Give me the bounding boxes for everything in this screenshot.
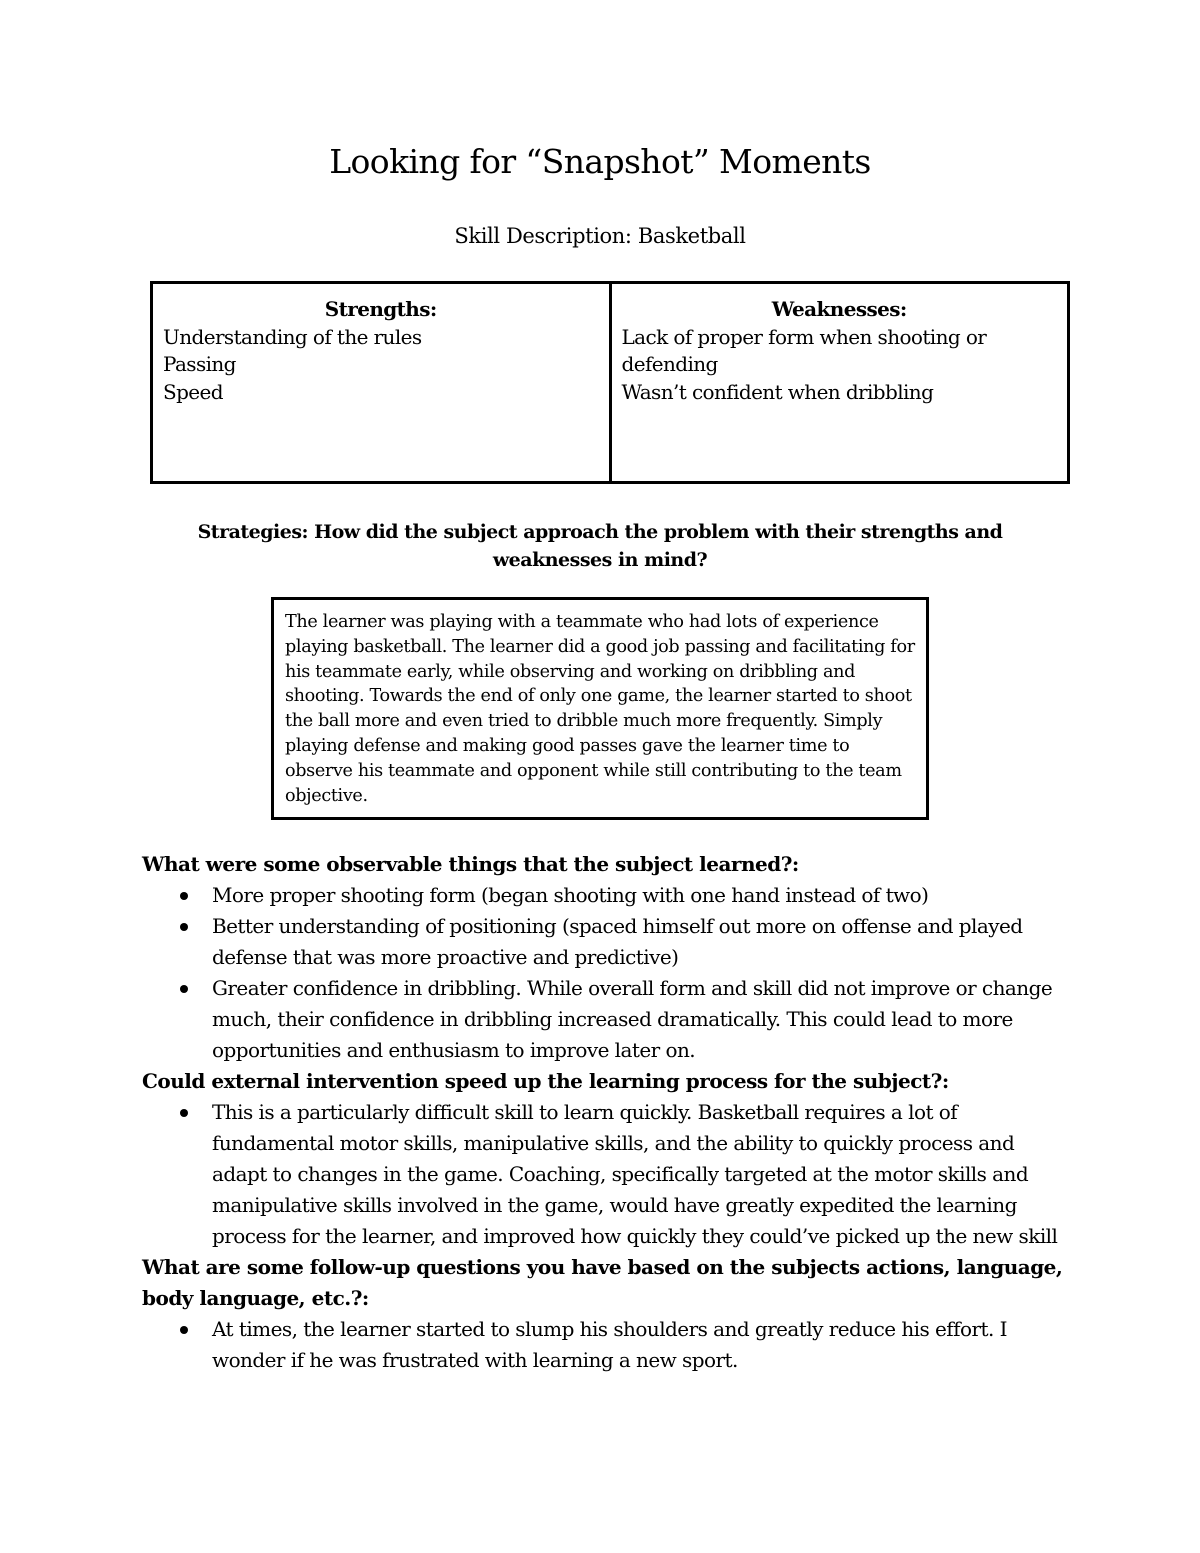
strength-item: Speed (163, 379, 223, 404)
observable-list (142, 880, 1067, 1066)
bullet-icon (180, 1326, 188, 1334)
bullet-icon (180, 892, 188, 900)
strength-item: Understanding of the rules (163, 324, 422, 349)
strengths-heading: Strengths: (324, 297, 437, 321)
list-item: More proper shooting form (began shooting with one hand instead of two) (142, 880, 1067, 911)
document-title: Looking for “Snapshot” Moments (329, 142, 871, 181)
followup-question: What are some follow-up questions you have based on the subjects actions, language, body language, etc.?: (142, 1255, 1063, 1310)
intervention-question: Could external intervention speed up the learning process for the subject?: (142, 1069, 949, 1093)
followup-list (142, 1314, 1067, 1376)
list-item: Greater confidence in dribbling. While overall form and skill did not improve or change much, their confidence in dribbling increased dramatically. This could lead to more opportunities and enthusiasm to improve later on. (142, 973, 1067, 1066)
list-item: At times, the learner started to slump his shoulders and greatly reduce his effort. I wonder if he was frustrated with learning a new sport. (142, 1314, 1067, 1376)
observable-section (142, 849, 1067, 1376)
weaknesses-heading: Weaknesses: (771, 297, 907, 321)
bullet-icon (180, 985, 188, 993)
strategies-question: Strategies: How did the subject approach the problem with their strengths and weaknesses in mind? (197, 521, 1003, 571)
weakness-item: Wasn’t confident when dribbling (621, 379, 934, 404)
list-item: This is a particularly difficult skill to learn quickly. Basketball requires a lot of fundamental motor skills, manipulative skills, and the ability to quickly process and adapt to changes in the game. Coaching, specifically targeted at the motor skills and manipulative skills involved in the game, would have greatly expedited the learning process for the learner, and improved how quickly they could’ve picked up the new skill (142, 1097, 1067, 1252)
skill-description: Skill Description: Basketball (454, 224, 746, 248)
bullet-icon (180, 1109, 188, 1117)
strategies-answer: The learner was playing with a teammate who had lots of experience playing basketball. The learner did a good job passing and facilitating for his teammate early, while observing and working on dribbling and shooting. Towards the end of only one game, the learner started to shoot the ball more and even tried to dribble much more frequently. Simply playing defense and making good passes gave the learner time to observe his teammate and opponent while still contributing to the team objective. (285, 612, 915, 806)
strategies-answer-box (271, 597, 929, 820)
weaknesses-cell (609, 284, 1068, 481)
strengths-weaknesses-table (150, 281, 1070, 484)
observable-question: What were some observable things that the subject learned?: (142, 852, 799, 876)
weakness-item: Lack of proper form when shooting or defending (621, 324, 987, 376)
intervention-list (142, 1097, 1067, 1252)
list-item: Better understanding of positioning (spaced himself out more on offense and played defense that was more proactive and predictive) (142, 911, 1067, 973)
bullet-icon (180, 923, 188, 931)
strength-item: Passing (163, 352, 236, 376)
strengths-cell (153, 284, 609, 481)
